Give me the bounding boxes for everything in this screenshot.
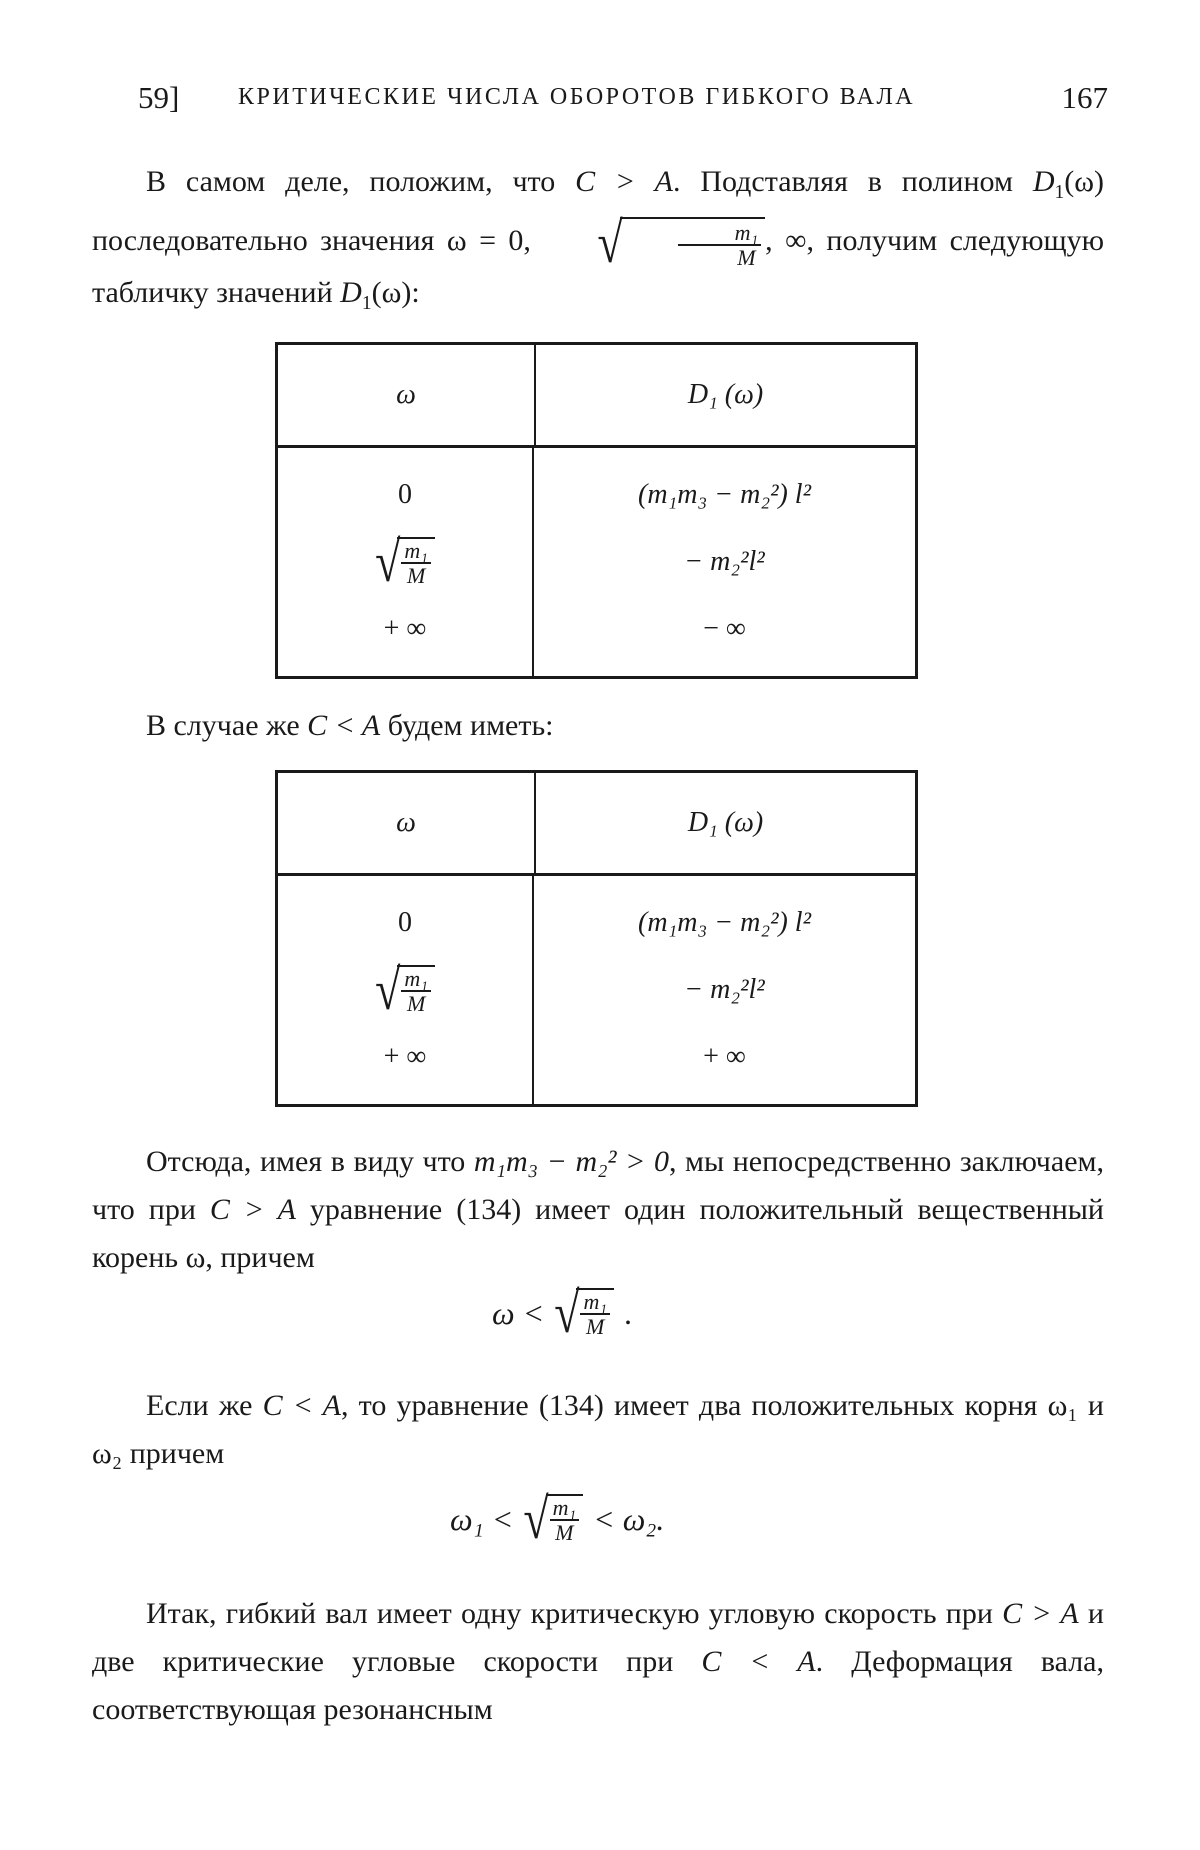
header-omega: ω — [396, 379, 416, 410]
header-d1: D₁ (ω) — [687, 807, 764, 838]
cell-omega-sqrt: √ $\frac{\text{m₁}}{M}$ — [375, 960, 435, 1020]
cell-omega-inf: + ∞ — [383, 612, 427, 644]
table-header-row — [278, 773, 915, 876]
table-c-greater-a — [275, 342, 918, 679]
cell-omega-0: 0 — [398, 907, 412, 939]
table-header-row — [278, 345, 915, 448]
running-header — [138, 80, 1108, 120]
table-body — [278, 448, 915, 676]
equation-two-roots: ω₁ < √ $\frac{\text{m₁}}{M}$ < ω₂. — [450, 1486, 665, 1551]
equation-omega-bound: ω < √ $\frac{\text{m₁}}{M}$ . — [492, 1280, 632, 1345]
sqrt-m1-over-M: √ $\frac{\text{m₁}}{M}$ — [543, 217, 765, 269]
cell-d1-0: (m₁m₃ − m₂²) l² — [638, 907, 811, 939]
cell-d1-sqrt: − m₂²l² — [684, 973, 765, 1005]
running-title: КРИТИЧЕСКИЕ ЧИСЛА ОБОРОТОВ ГИБКОГО ВАЛА — [238, 84, 916, 110]
condition-c-greater-a: C > A — [575, 165, 673, 198]
paragraph-2: Отсюда, имея в виду что m₁m₃ − m₂² > 0, мы непосредственно заключаем, что при C > A уравнение (134) имеет один положительный вещественный корень ω, причем — [92, 1145, 1104, 1274]
paragraph-4: Итак, гибкий вал имеет одну критическую угловую скорость при C > A и две критические угловые скорости при C < A. Деформация вала, соответствующая резонансным — [92, 1597, 1104, 1726]
cell-d1-inf: − ∞ — [703, 612, 746, 644]
paragraph-1: В самом деле, положим, что C > A. Подставляя в полином $D_1(\omega)$ последовательно значения ω = 0, √ $\frac{\text{m₁}}{M}$ , ∞, получим следующую табличку значений $D_1(\omega)$: — [92, 165, 1105, 315]
header-d1: D₁ (ω) — [687, 379, 764, 410]
cell-d1-inf: + ∞ — [703, 1040, 746, 1072]
cell-omega-0: 0 — [398, 479, 412, 511]
expression-positive: m₁m₃ − m₂² > 0 — [473, 1145, 669, 1178]
cell-d1-sqrt: − m₂²l² — [684, 545, 765, 577]
table-body — [278, 876, 915, 1104]
header-omega: ω — [396, 807, 416, 838]
cell-d1-0: (m₁m₃ − m₂²) l² — [638, 479, 811, 511]
section-number: 59] — [138, 80, 180, 115]
cell-omega-inf: + ∞ — [383, 1040, 427, 1072]
paragraph-3: Если же C < A, то уравнение (134) имеет два положительных корня ω₁ и ω₂ причем — [92, 1389, 1104, 1470]
value-zero: ω = 0, — [446, 224, 531, 257]
table-c-less-a — [275, 770, 918, 1107]
case-c-less-a: В случае же C < A будем иметь: — [146, 709, 554, 742]
cell-omega-sqrt: √ $\frac{\text{m₁}}{M}$ — [375, 532, 435, 592]
page-number: 167 — [1061, 80, 1108, 115]
